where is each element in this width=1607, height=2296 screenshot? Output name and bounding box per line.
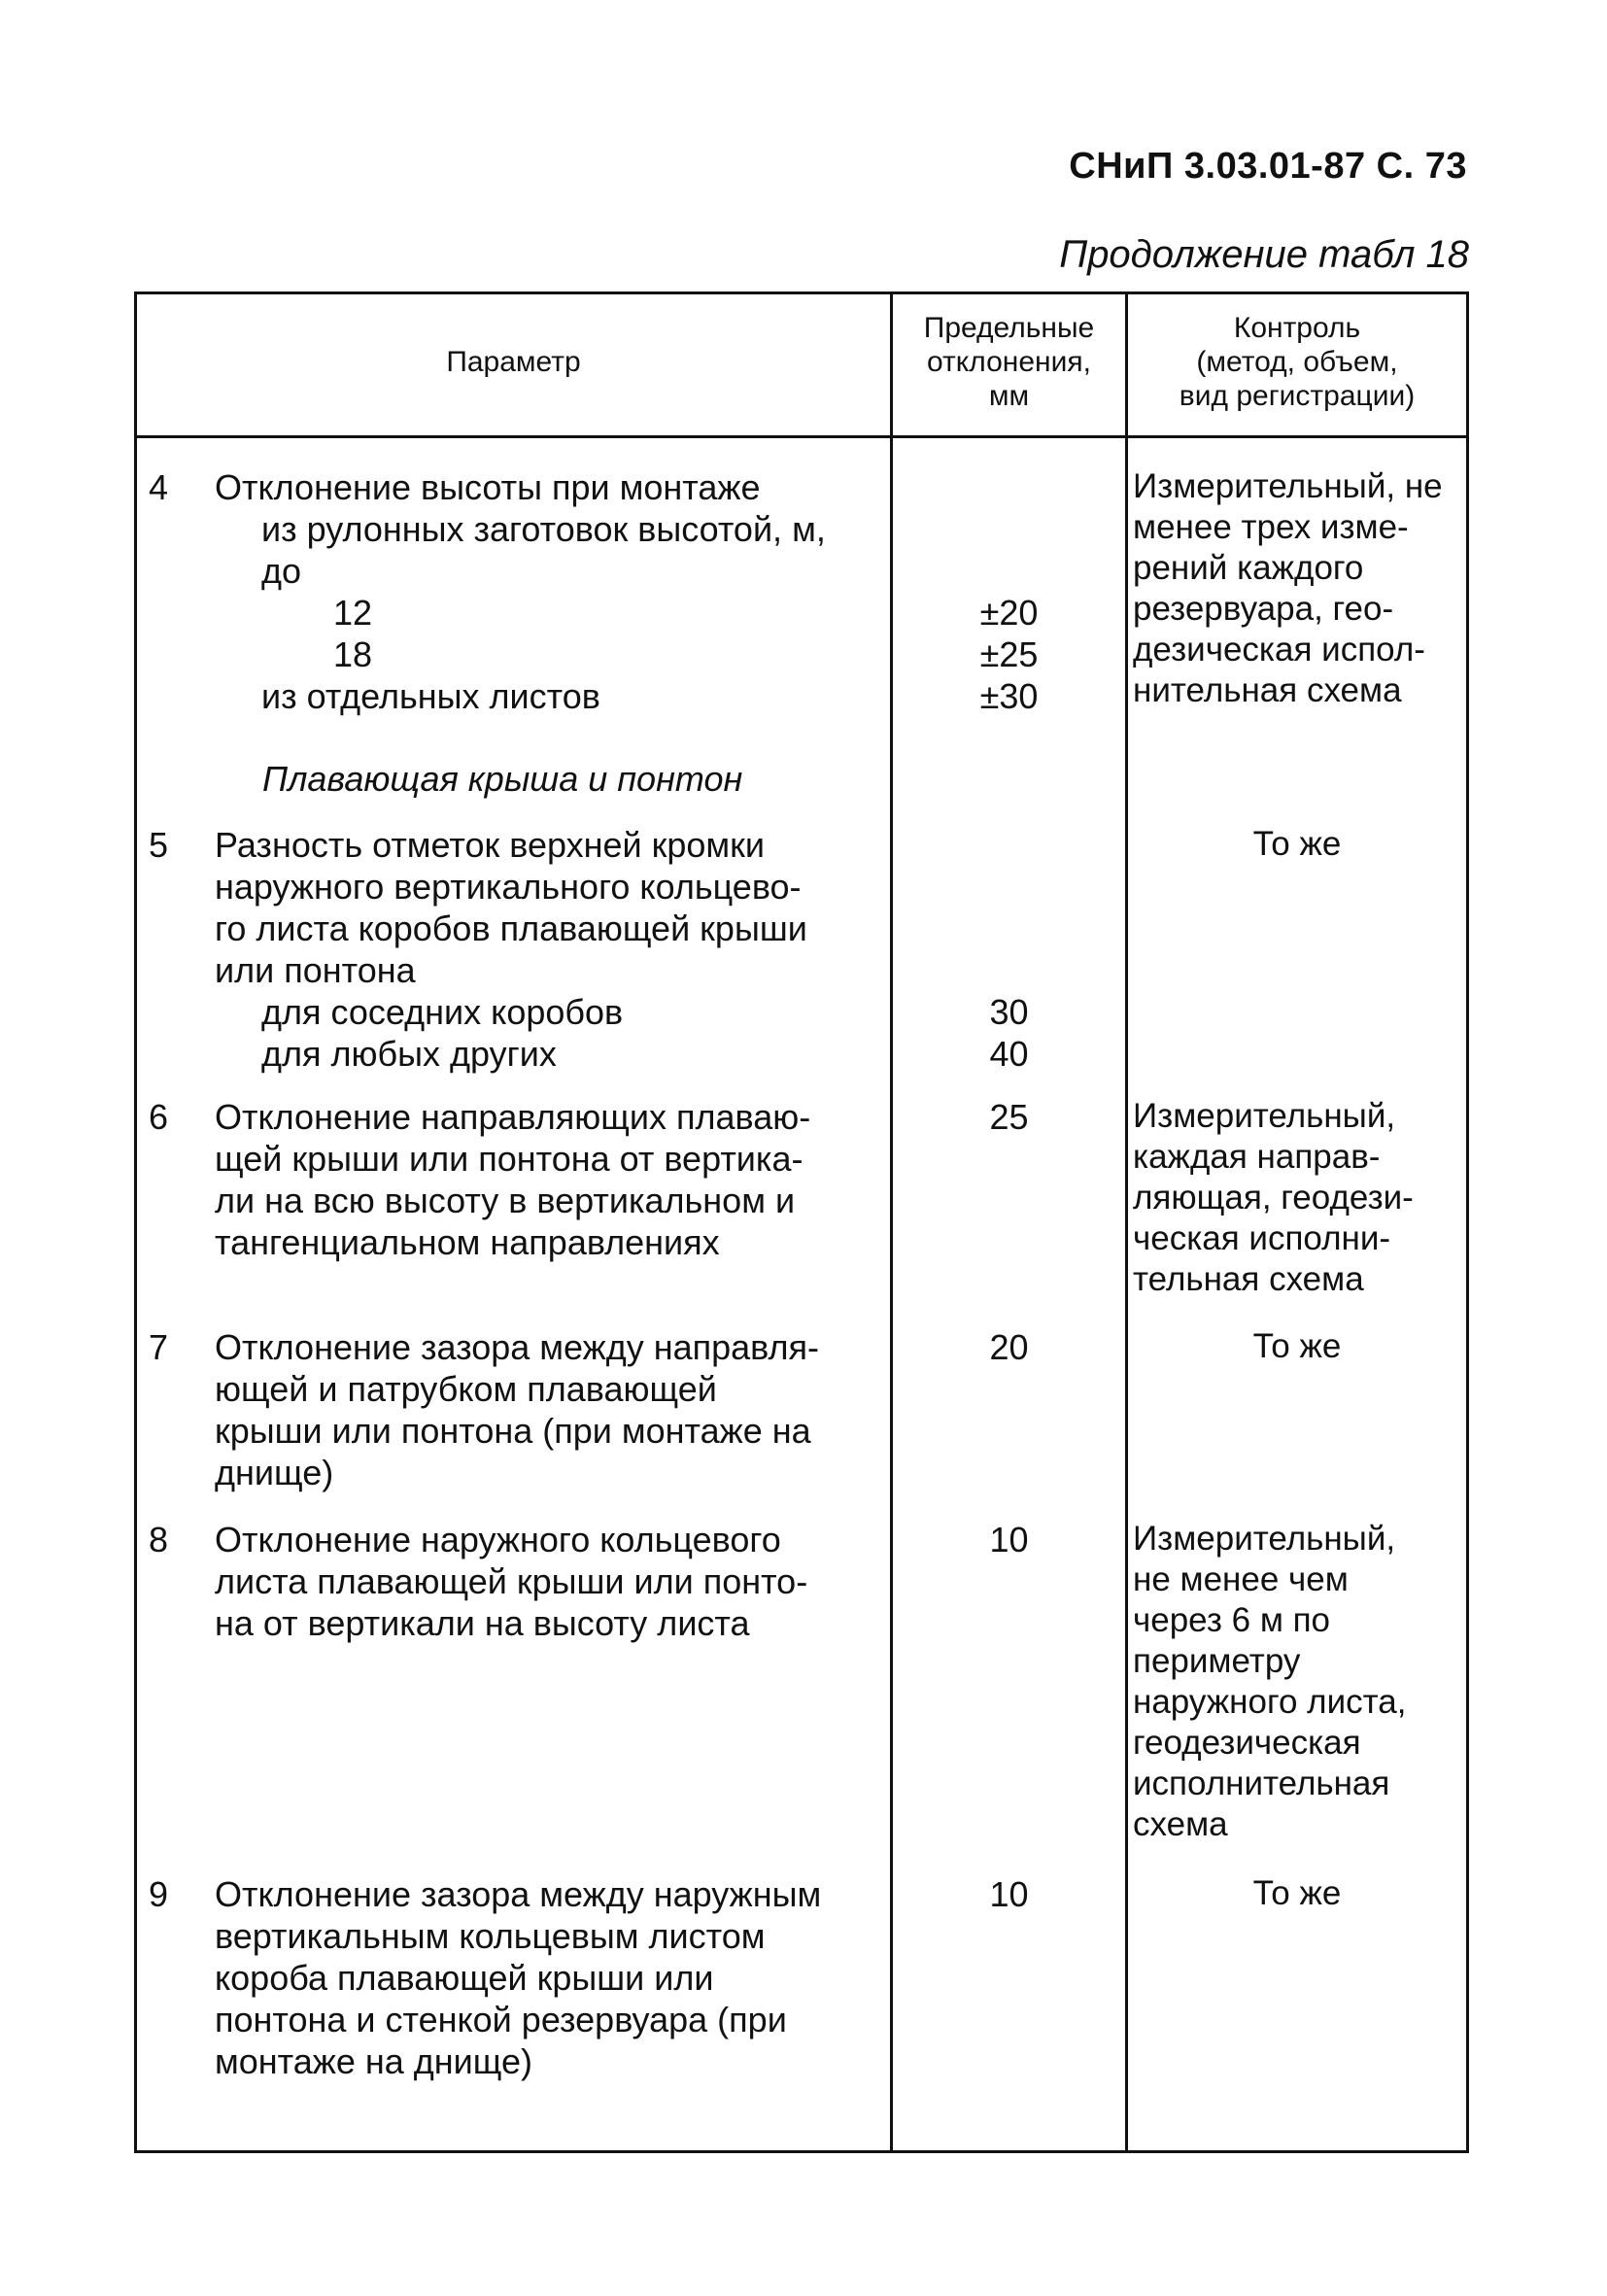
column-header-control-line: вид регистрации) [1179, 380, 1416, 412]
deviation-line [893, 949, 1125, 991]
parameter-line: ли на всю высоту в вертикальном и [215, 1181, 796, 1220]
parameter-line: ющей и патрубком плавающей [215, 1369, 717, 1409]
parameter-line: из рулонных заготовок высотой, м, [261, 509, 826, 549]
deviation-line [893, 466, 1125, 508]
deviation-line [893, 908, 1125, 949]
parameter-line: Отклонение зазора между наружным [215, 1874, 822, 1914]
deviation-line [893, 550, 1125, 592]
deviation-line [893, 866, 1125, 908]
parameter-line: листа плавающей крыши или понто- [215, 1561, 808, 1601]
control-line: наружного листа, [1133, 1683, 1407, 1721]
control-line: ческая исполни- [1133, 1219, 1391, 1257]
row-number: 5 [149, 825, 169, 865]
column-header-deviation-line: Предельные [923, 312, 1095, 344]
row-deviation [893, 466, 1125, 717]
column-header-deviation-line: мм [988, 380, 1030, 412]
parameter-line: из отдельных листов [261, 676, 600, 716]
parameter-line: Отклонение наружного кольцевого [215, 1520, 781, 1559]
row-deviation [893, 824, 1125, 1075]
parameter-line: Отклонение направляющих плаваю- [215, 1097, 811, 1137]
control-line: не менее чем [1133, 1560, 1349, 1598]
parameter-line: вертикальным кольцевым листом [215, 1916, 766, 1956]
table-continuation-caption: Продолжение табл 18 [1059, 233, 1469, 276]
control-line: Измерительный, не [1133, 467, 1443, 505]
column-header-deviation-line: отклонения, [927, 346, 1091, 378]
control-line: нительная схема [1133, 671, 1402, 709]
parameter-line: крыши или понтона (при монтаже на [215, 1411, 811, 1451]
control-line: Измерительный, [1133, 1097, 1396, 1135]
control-line: периметру [1133, 1642, 1301, 1680]
control-line: То же [1252, 1874, 1342, 1912]
parameter-line: наружного вертикального кольцево- [215, 867, 802, 907]
deviation-line: 25 [989, 1097, 1029, 1137]
parameter-line: Разность отметок верхней кромки [215, 825, 766, 865]
document-code-header: СНиП 3.03.01-87 С. 73 [1069, 146, 1467, 187]
deviation-line: 20 [989, 1327, 1029, 1367]
deviation-line: 10 [989, 1520, 1029, 1559]
row-control [1128, 824, 1466, 865]
column-header-control [1128, 311, 1466, 413]
header-divider [134, 435, 1469, 438]
column-header-deviation [893, 311, 1125, 413]
parameter-line: или понтона [215, 950, 416, 990]
control-line: То же [1252, 1327, 1342, 1365]
deviation-line: ±30 [979, 676, 1039, 716]
column-header-control-line: (метод, объем, [1196, 346, 1398, 378]
parameter-line: на от вертикали на высоту листа [215, 1603, 750, 1643]
deviation-line: ±25 [979, 634, 1039, 674]
row-number: 9 [149, 1874, 169, 1914]
control-line: исполнительная [1133, 1765, 1390, 1802]
row-number: 6 [149, 1097, 169, 1137]
control-line: Измерительный, [1133, 1520, 1396, 1558]
column-header-param [137, 345, 890, 379]
control-line: тельная схема [1133, 1260, 1364, 1298]
control-line: резервуара, гео- [1133, 590, 1394, 628]
control-line: геодезическая [1133, 1724, 1361, 1762]
row-control [1128, 1326, 1466, 1367]
control-line: дезическая испол- [1133, 631, 1425, 668]
row-number: 4 [149, 467, 169, 507]
control-line: менее трех изме- [1133, 508, 1409, 546]
deviation-line: 40 [989, 1034, 1029, 1074]
deviation-line [893, 508, 1125, 550]
deviation-line: 10 [989, 1874, 1029, 1914]
control-line: рений каждого [1133, 549, 1364, 587]
section-subheading: Плавающая крыша и понтон [262, 759, 743, 799]
column-header-control-line: Контроль [1233, 312, 1361, 344]
parameter-line: щей крыши или понтона от вертика- [215, 1139, 804, 1179]
row-control [1133, 466, 1463, 711]
row-number: 8 [149, 1520, 169, 1559]
parameter-line: Отклонение зазора между направля- [215, 1327, 819, 1367]
control-line: ляющая, геодези- [1133, 1179, 1414, 1217]
parameter-line: 18 [333, 634, 373, 674]
parameter-line: тангенциальном направлениях [215, 1222, 720, 1262]
parameter-line: для любых других [261, 1034, 557, 1074]
parameter-line: го листа коробов плавающей крыши [215, 908, 807, 948]
row-control [1133, 1096, 1463, 1300]
row-control [1133, 1519, 1463, 1845]
control-line: схема [1133, 1805, 1228, 1843]
row-deviation [893, 1326, 1125, 1368]
control-line: через 6 м по [1133, 1601, 1331, 1639]
parameter-line: Отклонение высоты при монтаже [215, 467, 761, 507]
parameter-line: днище) [215, 1453, 334, 1492]
row-number: 7 [149, 1327, 169, 1367]
control-line: каждая направ- [1133, 1138, 1381, 1176]
deviation-line [893, 824, 1125, 866]
row-deviation [893, 1873, 1125, 1915]
deviation-line: ±20 [979, 593, 1039, 633]
row-deviation [893, 1096, 1125, 1138]
parameter-line: 12 [333, 593, 373, 633]
control-line: То же [1252, 825, 1342, 863]
parameter-line: для соседних коробов [261, 992, 624, 1032]
parameter-line: до [261, 551, 302, 591]
row-control [1128, 1873, 1466, 1914]
deviation-line: 30 [989, 992, 1029, 1032]
column-header-param-label: Параметр [446, 346, 581, 378]
parameter-line: понтона и стенкой резервуара (при [215, 2000, 787, 2039]
row-deviation [893, 1519, 1125, 1560]
parameter-line: монтаже на днище) [215, 2041, 532, 2081]
parameter-line: короба плавающей крыши или [215, 1958, 714, 1998]
